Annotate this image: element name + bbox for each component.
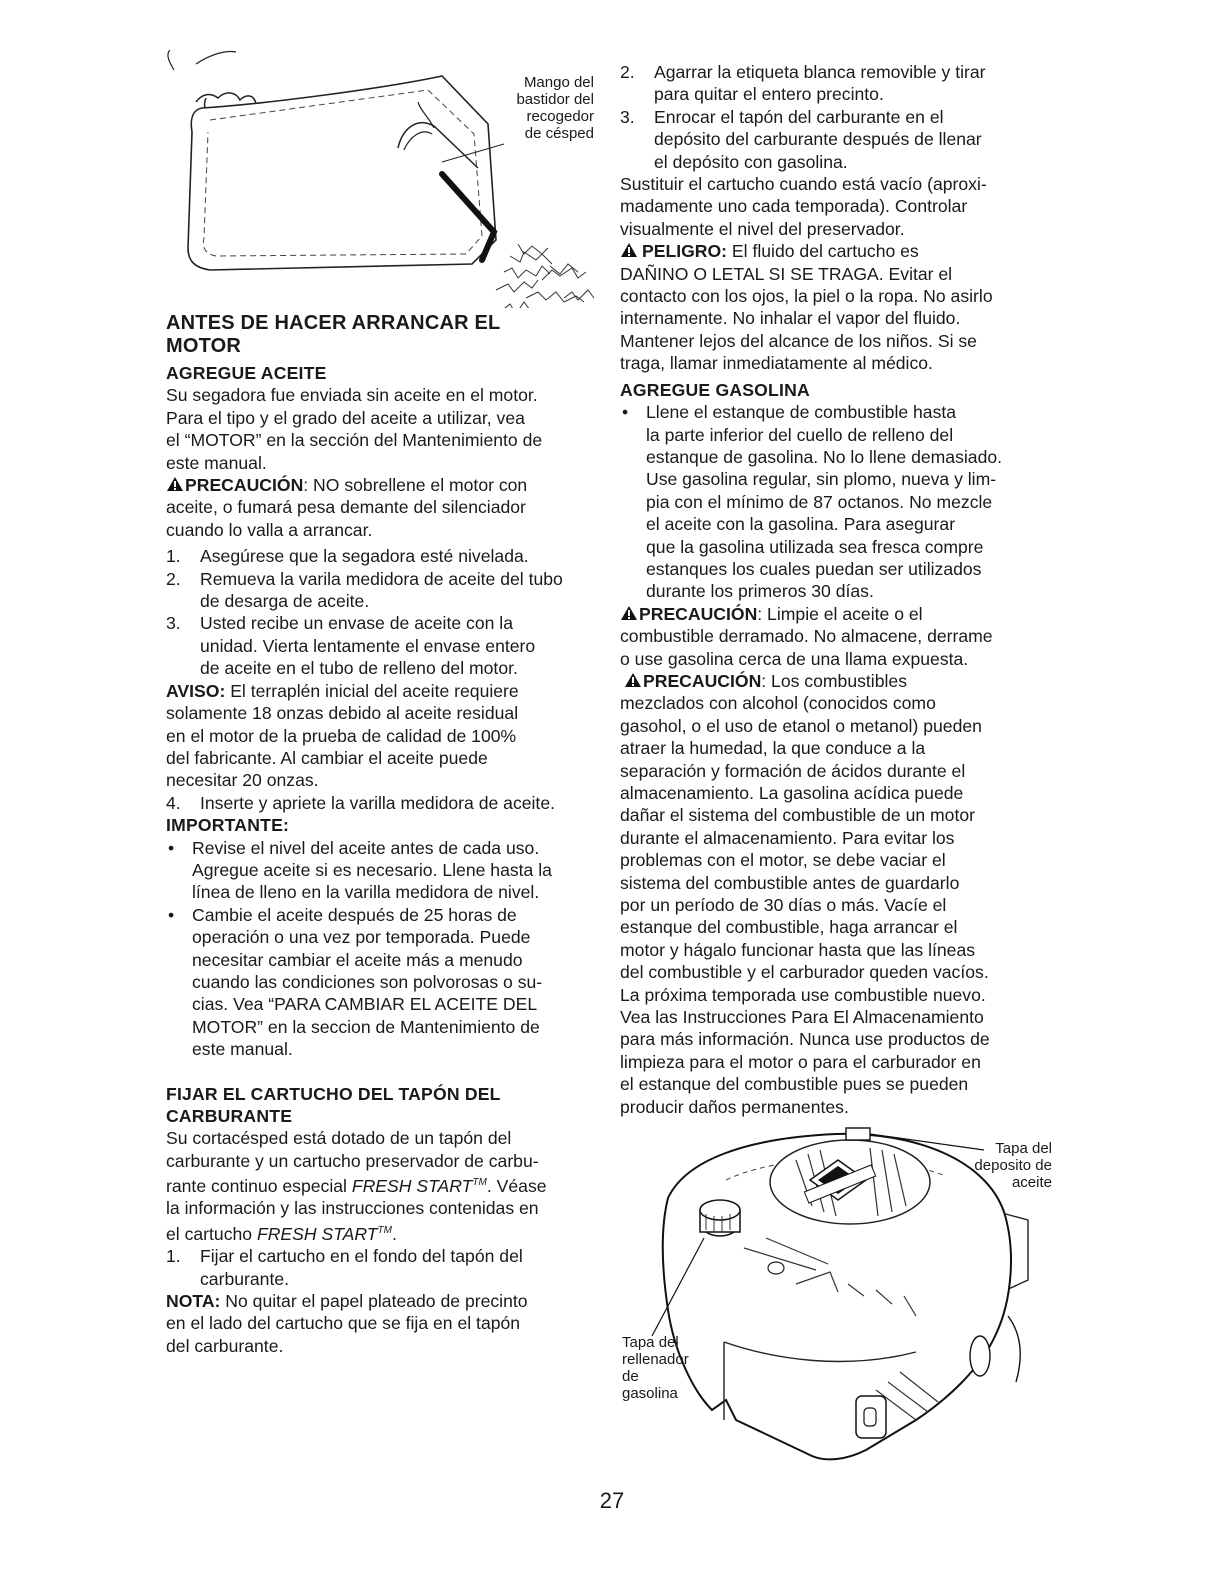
section-title-before-starting: ANTES DE HACER ARRANCAR EL MOTOR <box>166 312 501 357</box>
warning-triangle-icon <box>620 242 638 258</box>
list-item: 2. Remueva la varila medidora de aceite del tubo de desarga de aceite. <box>166 568 563 612</box>
list-item: 3. Enrocar el tapón del carburante en el depósito del carburante después de llenar el depósito con gasolina. <box>620 106 982 172</box>
grass-bag-figure <box>166 50 598 308</box>
grass-bag-label: Mango del bastidor del recogedor de césped <box>516 74 594 142</box>
fuel-cap-note: NOTA: No quitar el papel plateado de precinto en el lado del cartucho que se fija en el tapón del carburante. <box>166 1290 528 1356</box>
fuel-caution-spill: PRECAUCIÓN: Limpie el aceite o el combustible derramado. No almacene, derrame o use gasolina cerca de una llama expuesta. <box>620 603 993 669</box>
warning-triangle-icon <box>166 476 184 492</box>
oil-caution: PRECAUCIÓN: NO sobrellene el motor con aceite, o fumará pesa demante del silenciador cuando lo valla a arrancar. <box>166 475 528 540</box>
replace-cartridge-text: Sustituir el cartucho cuando está vacío (aproxi- madamente uno cada temporada). Controlar visualmente el nivel del preservador. <box>620 174 987 239</box>
add-oil-intro: Su segadora fue enviada sin aceite en el motor. Para el tipo y el grado del aceite a utilizar, vea el “MOTOR” en la sección del Mantenimiento de este manual. <box>166 385 543 473</box>
list-item: 2. Agarrar la etiqueta blanca removible y tirar para quitar el entero precinto. <box>620 62 986 105</box>
warning-triangle-icon <box>624 672 642 688</box>
oil-notice: AVISO: El terraplén inicial del aceite requiere solamente 18 onzas debido al aceite residual en el motor de la prueba de calidad de 100% del fabricante. Al cambiar el aceite puede necesitar 20 onzas. <box>166 680 519 791</box>
engine-figure <box>616 1120 1060 1466</box>
list-item: 1. Asegúrese que la segadora esté nivelada. <box>166 546 529 567</box>
page-number: 27 <box>599 1488 625 1513</box>
warning-triangle-icon <box>620 605 638 621</box>
left-column <box>166 312 598 1357</box>
fuel-cap-intro: Su cortacésped está dotado de un tapón del carburante y un cartucho preservador de carbu- rante continuo especial FRESH START™. Véase la información y las instrucciones contenidas en el cartucho FRESH START™. <box>166 1128 547 1244</box>
list-item: 4. Inserte y apriete la varilla medidora de aceite. <box>166 792 555 813</box>
list-item: • Llene el estanque de combustible hasta la parte inferior del cuello de relleno del estanque de gasolina. No lo llene demasiado. Use gasolina regular, sin plomo, nueva y lim- pia con el mínimo de 87 octanos. No mezcle el aceite con la gasolina. Para asegurar que la gasolina utilizada sea fresca compre estanques los cuales puedan ser utilizados durante los primeros 30 días. <box>622 402 1003 602</box>
important-label: IMPORTANTE: <box>166 815 290 836</box>
danger-warning: PELIGRO: El fluido del cartucho es DAÑINO O LETAL SI SE TRAGA. Evitar el contacto con los ojos, la piel o la ropa. No asirlo internamente. No inhalar el vapor del fluido. Mantener lejos del alcance de los niños. Si se traga, llamar inmediatamente al médico. <box>620 241 993 374</box>
fuel-cap-label: Tapa del rellenador de gasolina <box>622 1334 689 1402</box>
fuel-caution-alcohol: PRECAUCIÓN: Los combustibles mezclados con alcohol (conocidos como gasohol, o el uso de etanol o metanol) pueden atraer la humedad, la que conduce a la separación y formación de ácidos durante el almacenamiento. La gasolina acídica puede dañar el sistema del combustible de un motor durante el almacenamiento. Para evitar los problemas con el motor, se debe vaciar el sistema del combustible antes de guardarlo por un período de 30 días o más. Vacíe el estanque del combustible, haga arrancar el motor y hágalo funcionar hasta que las líneas del combustible y el carburador queden vacíos. La próxima temporada use combustible nuevo. Vea las Instrucciones Para El Almacenamiento para más información. Nunca use productos de limpieza para el motor o para el carburador en el estanque del combustible pues se pueden producir daños permanentes. <box>620 670 990 1117</box>
add-fuel-heading: AGREGUE GASOLINA <box>620 379 810 400</box>
list-item: 3. Usted recibe un envase de aceite con la unidad. Vierta lentamente el envase entero de aceite en el tubo de relleno del motor. <box>166 613 536 679</box>
list-item: 1. Fijar el cartucho en el fondo del tapón del carburante. <box>166 1246 523 1289</box>
list-item: • Cambie el aceite después de 25 horas de operación o una vez por temporada. Puede necesitar cambiar el aceite más a menudo cuando las condiciones son polvorosas o su- cias. Vea “PARA CAMBIAR EL ACEITE DEL MOTOR” en la seccion de Mantenimiento de este manual. <box>168 904 543 1060</box>
list-item: • Revise el nivel del aceite antes de cada uso. Agregue aceite si es necesario. Llene hasta la línea de lleno en la varilla medidora de nivel. <box>168 837 552 903</box>
right-column <box>620 61 1060 1118</box>
oil-cap-label: Tapa del deposito de aceite <box>974 1140 1052 1191</box>
oil-steps <box>166 545 598 679</box>
fuel-cap-heading: FIJAR EL CARTUCHO DEL TAPÓN DEL CARBURANTE <box>166 1083 501 1126</box>
add-oil-heading: AGREGUE ACEITE <box>166 363 327 383</box>
